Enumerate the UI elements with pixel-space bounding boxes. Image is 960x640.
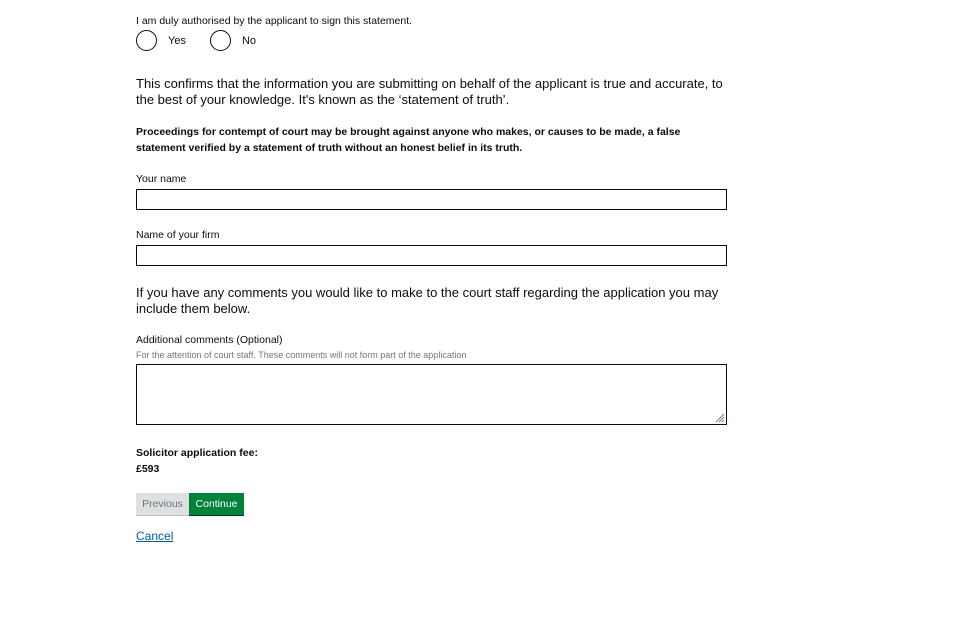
authorisation-question: I am duly authorised by the applicant to sign this statement. <box>136 15 413 27</box>
previous-button[interactable]: Previous <box>136 493 189 515</box>
additional-comments-label: Additional comments (Optional) <box>136 334 283 346</box>
contempt-warning: Proceedings for contempt of court may be brought against anyone who makes, or causes to be made, a false statement verified by a statement of truth without an honest belief in its truth. <box>136 126 681 154</box>
comments-intro: If you have any comments you would like to make to the court staff regarding the application you may include them below. <box>136 285 719 316</box>
firm-name-input[interactable] <box>136 245 727 266</box>
additional-comments-textarea[interactable] <box>136 364 727 425</box>
fee-label: Solicitor application fee: <box>136 447 258 459</box>
firm-name-label: Name of your firm <box>136 229 220 241</box>
radio-option-yes[interactable] <box>136 30 186 51</box>
radio-label-yes[interactable]: Yes <box>168 34 186 47</box>
radio-option-no[interactable] <box>210 30 256 51</box>
your-name-label: Your name <box>136 173 187 185</box>
radio-button-no[interactable] <box>210 30 231 51</box>
statement-of-truth-intro: This confirms that the information you are submitting on behalf of the applicant is true and accurate, to the best of your knowledge. It's known as the ‘statement of truth’. <box>136 76 723 107</box>
radio-label-no[interactable]: No <box>241 34 257 47</box>
your-name-input[interactable] <box>136 189 727 210</box>
fee-value: £593 <box>136 463 160 475</box>
radio-button-yes[interactable] <box>136 30 157 51</box>
authorisation-radio-group <box>136 30 280 51</box>
cancel-link[interactable]: Cancel <box>136 529 174 543</box>
continue-button[interactable]: Continue <box>189 493 244 515</box>
resize-grip-icon[interactable] <box>714 412 725 423</box>
additional-comments-hint: For the attention of court staff. These comments will not form part of the application <box>136 350 467 360</box>
